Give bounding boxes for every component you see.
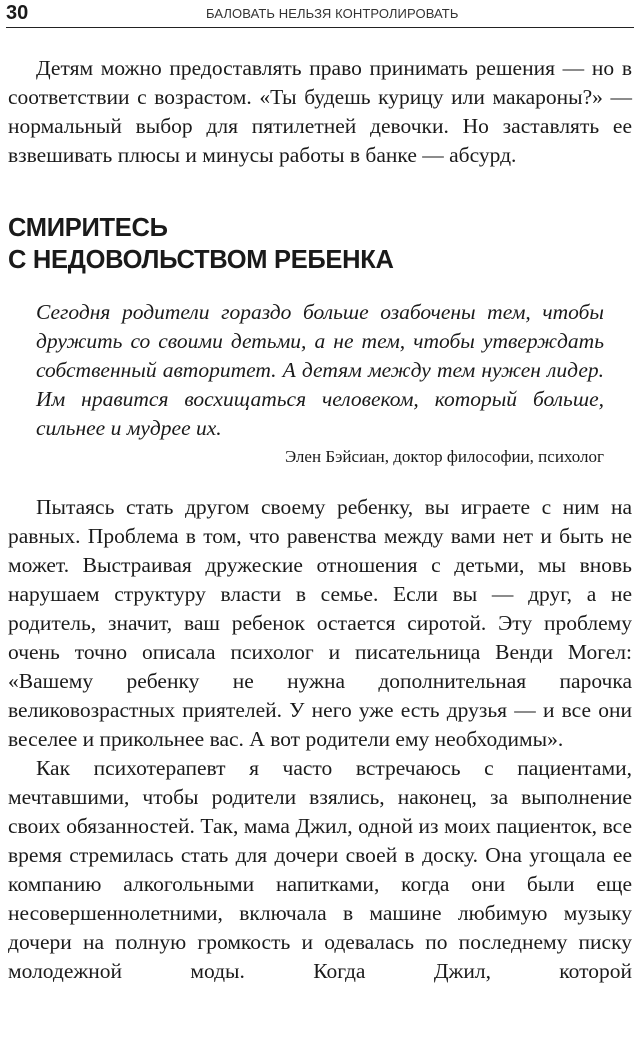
section-title: [8, 212, 632, 276]
body-paragraph: Как психотерапевт я часто встречаюсь с пациентами, мечтавшими, чтобы родители взялись, наконец, за выполнение своих обязанностей. Так, мама Джил, одной из моих пациенток, все время стремилась стать для дочери своей в доску. Она угощала ее компанию алкогольными напитками, когда они были еще несовершеннолетними, включала в машине любимую музыку дочери на полную громкость и одевалась по последнему писку молодежной моды. Когда Джил, которой: [8, 756, 632, 983]
page-content: [8, 54, 632, 986]
running-title: БАЛОВАТЬ НЕЛЬЗЯ КОНТРОЛИРОВАТЬ: [206, 6, 459, 21]
spacer: [8, 469, 632, 493]
epigraph: [36, 298, 604, 469]
page-header: [6, 0, 634, 28]
section-title-line-2: С НЕДОВОЛЬСТВОМ РЕБЕНКА: [8, 246, 394, 274]
body-paragraph: Пытаясь стать другом своему ребенку, вы играете с ним на равных. Проблема в том, что равенства между вами нет и быть не может. Выстраивая дружеские отношения с детьми, мы вновь нарушаем структуру власти в семье. Если вы — друг, а не родитель, значит, ваш ребенок остается сиротой. Эту проблему очень точно описала психолог и писательница Венди Могел: «Вашему ребенку не нужна дополнительная парочка великовозрастных приятелей. У него уже есть друзья — и все они веселее и прикольнее вас. А вот родители ему необходимы».: [8, 495, 632, 751]
epigraph-quote: Сегодня родители гораздо больше озабочены тем, чтобы дружить со своими детьми, а не тем, чтобы утверждать собственный авторитет. А детям между тем нужен лидер. Им нравится восхищаться человеком, который больше, сильнее и мудрее их.: [36, 300, 604, 440]
section-title-line-1: СМИРИТЕСЬ: [8, 214, 168, 242]
epigraph-author: Элен Бэйсиан, доктор философии, психолог: [284, 447, 604, 466]
intro-paragraph: Детям можно предоставлять право принимать решения — но в соответствии с возрастом. «Ты будешь курицу или макароны?» — нормальный выбор для пятилетней девочки. Но заставлять ее взвешивать плюсы и минусы работы в банке — абсурд.: [8, 56, 632, 167]
page-number: 30: [6, 2, 29, 24]
